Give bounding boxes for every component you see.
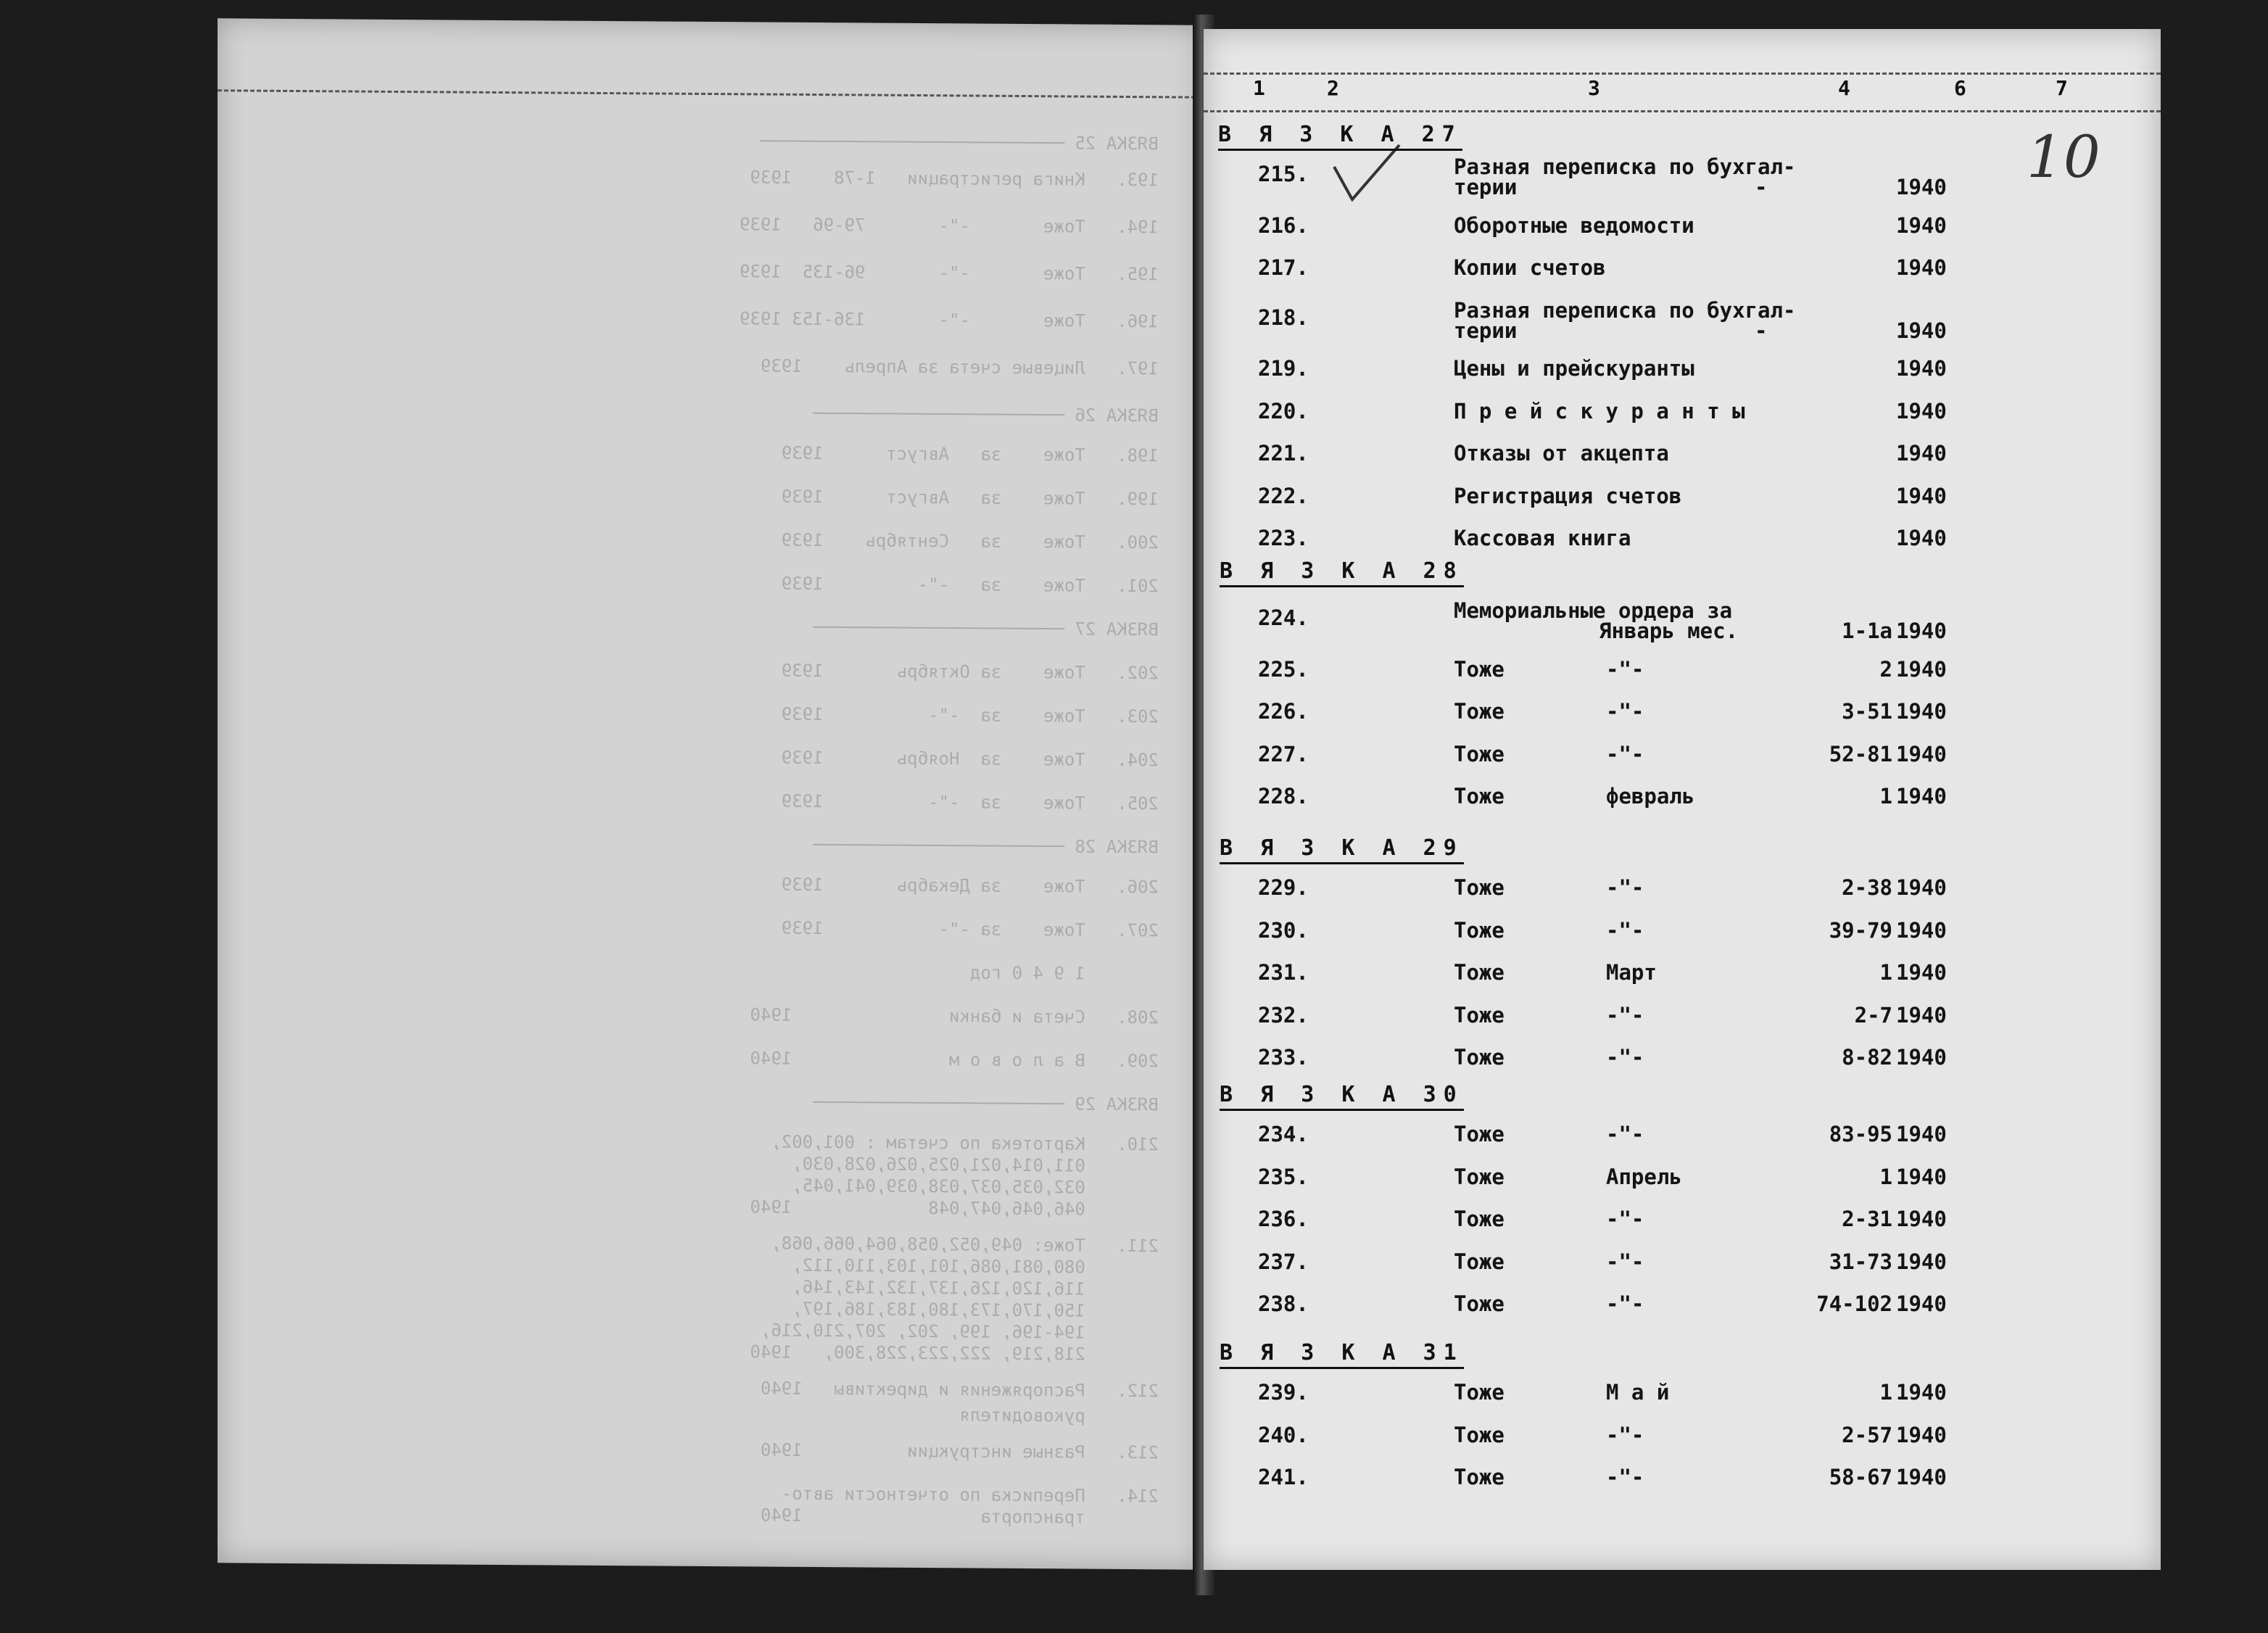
inventory-row [1204,484,2146,520]
col-header-7: 7 [2056,76,2068,100]
inventory-row [1204,1045,2146,1081]
bundle-heading: В Я З К А 31 [1220,1340,1464,1369]
item-year: 1940 [1896,356,1947,381]
item-year: 1940 [1896,741,1947,766]
item-month: Апрель [1606,1164,1682,1189]
item-month: М а й [1606,1380,1670,1405]
item-sheets: - [1755,175,1768,199]
item-year: 1940 [1896,875,1947,900]
item-sheets: 1 [1879,960,1892,985]
item-month: -"- [1606,1045,1644,1070]
inventory-row [1204,1249,2146,1286]
item-year: 1940 [1896,526,1947,550]
item-number: 222. [1258,483,1309,508]
item-number: 230. [1258,917,1309,943]
item-sheets: 2-38 [1842,875,1892,900]
item-title: Разная переписка по бухгал- [1454,154,1796,179]
inventory-row [1204,657,2146,693]
header-rule-bottom [1204,110,2161,112]
item-sheets: 74-102 [1816,1291,1892,1316]
inventory-row [1204,699,2146,735]
item-title: Тоже [1454,1380,1505,1405]
inventory-row [1204,1122,2146,1158]
item-title: Тоже [1454,1045,1505,1070]
item-title: Тоже [1454,1465,1505,1489]
item-year: 1940 [1896,699,1947,724]
item-number: 231. [1258,960,1309,985]
item-title: Оборотные ведомости [1454,212,1694,238]
item-sheets: 1 [1879,1164,1892,1189]
bleed-through-text: ВЯЗКА 25 ───────────────────────────── 193. Книга регистрации 1-78 1939 194. Тоже -"- 79-96 1939 195. Тоже -"- 96-135 1939 196. Тоже -"- 136-153 1939 197. Лицевые счета за Апрель 1939 ВЯЗКА 26 ──────────────────────── 198. Тоже за Август 1939 199. Тоже за Август 1939 200. Тоже за Сентябрь 1939 201. Тоже за -"- 1939 ВЯЗКА 27 ──────────────────────── 202. Тоже за Октябрь 1939 203. Тоже за -"- 1939 204. Тоже за Ноябрь 1939 205. Тоже за -"- 1939 ВЯЗКА 28 ──────────────────────── 206. Тоже за Декабрь 1939 207. Тоже за -"- 1939 1 9 4 0 год 208. Счета и банки 1940 209. В а л о в о м 1940 ВЯЗКА 29 ──────────────────────── 210. Картотека по счетам : 001,002, 011,014,021,025,026,028,030, 032,035,037,038,039,041,045, 046,046,047,048 1940 211. Тоже: 049,052,058,064,066,068, 080,081,086,101,103,110,112, 116,120,126,137,132,143,146, 150,170,173,180,183,186,197, 194-196, 199, 202, 207,210,216, 218,219, 222,223,228,300, 1940 212. Распоряжения и директивы 1940 руководителя 213. Разные инструкции 1940 214. Переписка по отчетности авто- транспорта 1940 [740,131,1159,1529]
inventory-row [1204,1003,2146,1039]
item-month: -"- [1606,1002,1644,1028]
inventory-row [1204,441,2146,477]
handwritten-page-number: 10 [2027,123,2101,191]
item-year: 1940 [1896,1164,1947,1189]
item-sheets: 1 [1879,1380,1892,1405]
bundle-heading: В Я З К А 29 [1220,835,1464,864]
inventory-row [1204,526,2146,562]
item-title: Тоже [1454,741,1505,766]
inventory-row [1204,1291,2146,1328]
item-year: 1940 [1896,1249,1947,1274]
item-title: Тоже [1454,875,1505,900]
inventory-row [1204,356,2146,392]
left-page [218,18,1202,1569]
item-sheets: 1-1а [1842,619,1892,643]
item-month: -"- [1606,1422,1644,1447]
item-year: 1940 [1896,1002,1947,1028]
inventory-row [1204,1465,2146,1501]
item-sheets: 2-7 [1854,1002,1892,1028]
item-month: -"- [1606,917,1644,943]
inventory-row [1204,255,2146,292]
item-number: 227. [1258,741,1309,766]
col-header-2: 2 [1327,76,1339,100]
item-sheets: 58-67 [1829,1465,1892,1489]
item-number: 226. [1258,699,1309,724]
item-month: -"- [1606,1122,1644,1146]
item-title: Тоже [1454,1249,1505,1274]
item-number: 219. [1258,356,1309,381]
inventory-row [1204,1380,2146,1416]
item-month: -"- [1606,1249,1644,1274]
item-month: -"- [1606,1207,1644,1231]
item-year: 1940 [1896,1207,1947,1231]
item-year: 1940 [1896,619,1947,643]
item-month: -"- [1606,875,1644,900]
item-sheets: 2-57 [1842,1422,1892,1447]
item-title: Тоже [1454,1291,1505,1316]
item-title: Тоже [1454,917,1505,943]
item-number: 232. [1258,1002,1309,1028]
item-sheets: 1 [1879,784,1892,809]
item-title-continued: Январь мес. [1599,619,1739,643]
item-title: Тоже [1454,656,1505,682]
item-month: -"- [1606,741,1644,766]
item-number: 216. [1258,212,1309,238]
item-year: 1940 [1896,483,1947,508]
item-title: П р е й с к у р а н т ы [1454,398,1745,423]
item-month: -"- [1606,1291,1644,1316]
item-number: 221. [1258,441,1309,466]
item-sheets: 2 [1879,656,1892,682]
item-year: 1940 [1896,255,1947,280]
bundle-heading: В Я З К А 27 [1218,122,1462,151]
item-number: 235. [1258,1164,1309,1189]
col-header-4: 4 [1838,76,1850,100]
item-year: 1940 [1896,1122,1947,1146]
item-title: Тоже [1454,699,1505,724]
inventory-row [1204,154,2146,199]
item-number: 225. [1258,656,1309,682]
item-sheets: 39-79 [1829,917,1892,943]
item-number: 217. [1258,255,1309,280]
item-year: 1940 [1896,1380,1947,1405]
item-title: Кассовая книга [1454,526,1631,550]
item-year: 1940 [1896,1045,1947,1070]
item-title-continued: терии [1454,318,1518,343]
item-month: февраль [1606,784,1695,809]
item-number: 240. [1258,1422,1309,1447]
item-month: -"- [1606,1465,1644,1489]
col-header-1: 1 [1253,76,1265,100]
item-month: -"- [1606,656,1644,682]
inventory-row [1204,399,2146,435]
item-title: Тоже [1454,1122,1505,1146]
item-year: 1940 [1896,441,1947,466]
item-number: 236. [1258,1207,1309,1231]
item-number: 215. [1258,162,1309,186]
inventory-row [1204,1207,2146,1243]
item-title: Копии счетов [1454,255,1606,280]
item-number: 237. [1258,1249,1309,1274]
item-title: Тоже [1454,1002,1505,1028]
item-title: Тоже [1454,1164,1505,1189]
inventory-row [1204,918,2146,954]
inventory-row [1204,1165,2146,1201]
item-title: Мемориальные ордера за [1454,598,1733,623]
item-year: 1940 [1896,1465,1947,1489]
inventory-row [1204,784,2146,820]
col-header-3: 3 [1588,76,1600,100]
item-sheets: 52-81 [1829,741,1892,766]
item-title: Разная переписка по бухгал- [1454,297,1796,323]
inventory-row [1204,875,2146,911]
inventory-row [1204,598,2146,643]
inventory-row [1204,297,2146,343]
item-number: 224. [1258,605,1309,630]
item-number: 223. [1258,526,1309,550]
bundle-heading: В Я З К А 28 [1220,558,1464,587]
item-sheets: 31-73 [1829,1249,1892,1274]
item-year: 1940 [1896,175,1947,199]
item-number: 228. [1258,784,1309,809]
right-page [1204,29,2161,1570]
item-month: Март [1606,960,1657,985]
item-month: -"- [1606,699,1644,724]
item-number: 229. [1258,875,1309,900]
item-year: 1940 [1896,1291,1947,1316]
item-year: 1940 [1896,917,1947,943]
inventory-row [1204,742,2146,778]
item-number: 233. [1258,1045,1309,1070]
item-year: 1940 [1896,1422,1947,1447]
item-sheets: 2-31 [1842,1207,1892,1231]
item-year: 1940 [1896,656,1947,682]
item-number: 220. [1258,398,1309,423]
item-number: 218. [1258,305,1309,330]
col-header-6: 6 [1954,76,1966,100]
item-sheets: 3-51 [1842,699,1892,724]
item-year: 1940 [1896,398,1947,423]
item-title: Тоже [1454,960,1505,985]
item-title-continued: терии [1454,175,1518,199]
item-title: Отказы от акцепта [1454,441,1669,466]
bundle-heading: В Я З К А 30 [1220,1082,1464,1111]
item-sheets: - [1755,318,1768,343]
item-year: 1940 [1896,784,1947,809]
item-title: Тоже [1454,1422,1505,1447]
item-year: 1940 [1896,212,1947,238]
item-number: 241. [1258,1465,1309,1489]
inventory-row [1204,960,2146,996]
item-title: Тоже [1454,784,1505,809]
inventory-row [1204,213,2146,249]
item-year: 1940 [1896,960,1947,985]
item-sheets: 8-82 [1842,1045,1892,1070]
item-sheets: 83-95 [1829,1122,1892,1146]
header-rule-top [1204,73,2161,75]
item-number: 234. [1258,1122,1309,1146]
item-title: Регистрация счетов [1454,483,1682,508]
item-title: Цены и прейскуранты [1454,356,1694,381]
item-number: 238. [1258,1291,1309,1316]
item-year: 1940 [1896,318,1947,343]
item-number: 239. [1258,1380,1309,1405]
inventory-row [1204,1423,2146,1459]
item-title: Тоже [1454,1207,1505,1231]
